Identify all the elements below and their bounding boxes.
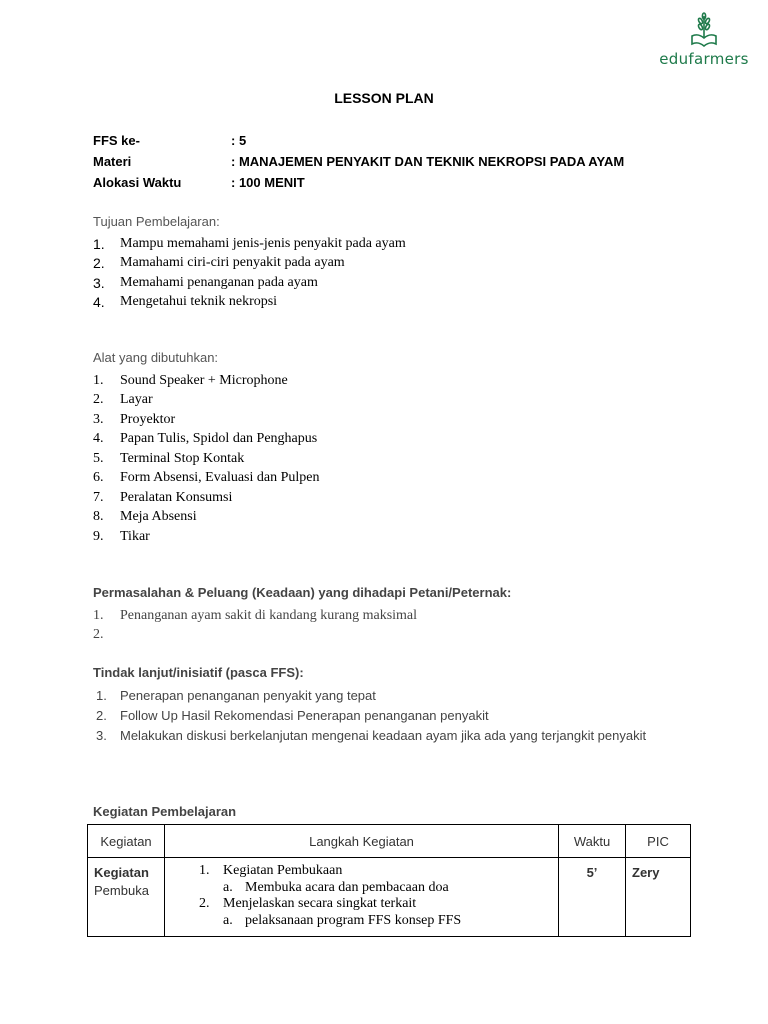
list-item: 2. [93, 627, 104, 643]
permasalahan-heading: Permasalahan & Peluang (Keadaan) yang dihadapi Petani/Peternak: [93, 585, 512, 600]
tindak-list [96, 686, 666, 746]
list-item: 2. Follow Up Hasil Rekomendasi Penerapan penanganan penyakit [96, 708, 489, 723]
list-item: 2. Layar [93, 392, 153, 408]
column-header: Waktu [559, 825, 626, 858]
list-item: 3. Memahami penanganan pada ayam [93, 274, 318, 291]
list-item: 6. Form Absensi, Evaluasi dan Pulpen [93, 470, 320, 486]
page-title: LESSON PLAN [334, 90, 434, 106]
table-header-row [88, 825, 691, 858]
list-item: 1. Sound Speaker + Microphone [93, 372, 288, 388]
list-item: 5. Terminal Stop Kontak [93, 450, 245, 466]
edufarmers-logo [654, 12, 754, 68]
meta-row-ffs [93, 133, 624, 154]
meta-row-materi [93, 154, 624, 175]
pic-cell: Zery [626, 858, 691, 937]
waktu-cell: 5’ [559, 858, 626, 937]
meta-value: : MANAJEMEN PENYAKIT DAN TEKNIK NEKROPSI PADA AYAM [231, 154, 625, 169]
meta-key: Alokasi Waktu [93, 175, 182, 190]
column-header: PIC [626, 825, 691, 858]
list-item: 3. Proyektor [93, 411, 176, 427]
meta-value: : 100 MENIT [231, 175, 305, 190]
step-item: 2. Menjelaskan secara singkat terkait [199, 896, 417, 911]
kegiatan-heading: Kegiatan Pembelajaran [93, 804, 237, 819]
kegiatan-table [87, 824, 691, 937]
list-item: 1. Penerapan penanganan penyakit yang tepat [96, 688, 376, 703]
meta-key: Materi [93, 154, 132, 169]
step-item: 1. Kegiatan Pembukaan [199, 863, 343, 878]
meta-value: : 5 [231, 133, 247, 148]
tujuan-heading: Tujuan Pembelajaran: [93, 214, 220, 229]
kegiatan-cell: Kegiatan Pembuka [88, 858, 165, 937]
logo-text: edufarmers [659, 50, 749, 68]
list-item: 7. Peralatan Konsumsi [93, 489, 233, 505]
table-row [88, 858, 691, 937]
list-item: 1. Mampu memahami jenis-jenis penyakit pada ayam [93, 235, 406, 252]
list-item: 1. Penanganan ayam sakit di kandang kurang maksimal [93, 607, 418, 623]
list-item: 8. Meja Absensi [93, 509, 197, 525]
column-header: Langkah Kegiatan [165, 825, 559, 858]
list-item: 9. Tikar [93, 528, 150, 544]
step-subitem: a. Membuka acara dan pembacaan doa [223, 879, 449, 895]
tujuan-list [93, 234, 406, 312]
column-header: Kegiatan [88, 825, 165, 858]
meta-row-alokasi [93, 175, 624, 196]
wheat-book-icon [689, 12, 719, 48]
list-item: 4. Mengetahui teknik nekropsi [93, 294, 278, 311]
alat-list [93, 371, 320, 547]
list-item: 2. Mamahami ciri-ciri penyakit pada ayam [93, 255, 345, 272]
langkah-cell [165, 858, 559, 937]
alat-heading: Alat yang dibutuhkan: [93, 350, 219, 365]
tindak-heading: Tindak lanjut/inisiatif (pasca FFS): [93, 665, 304, 680]
permasalahan-list [93, 606, 417, 645]
list-item: 3. Melakukan diskusi berkelanjutan mengenai keadaan ayam jika ada yang terjangkit penyakit [96, 728, 647, 743]
list-item: 4. Papan Tulis, Spidol dan Penghapus [93, 431, 318, 447]
meta-key: FFS ke- [93, 133, 140, 148]
lesson-meta [93, 133, 624, 196]
step-subitem: a. pelaksanaan program FFS konsep FFS [223, 912, 462, 928]
